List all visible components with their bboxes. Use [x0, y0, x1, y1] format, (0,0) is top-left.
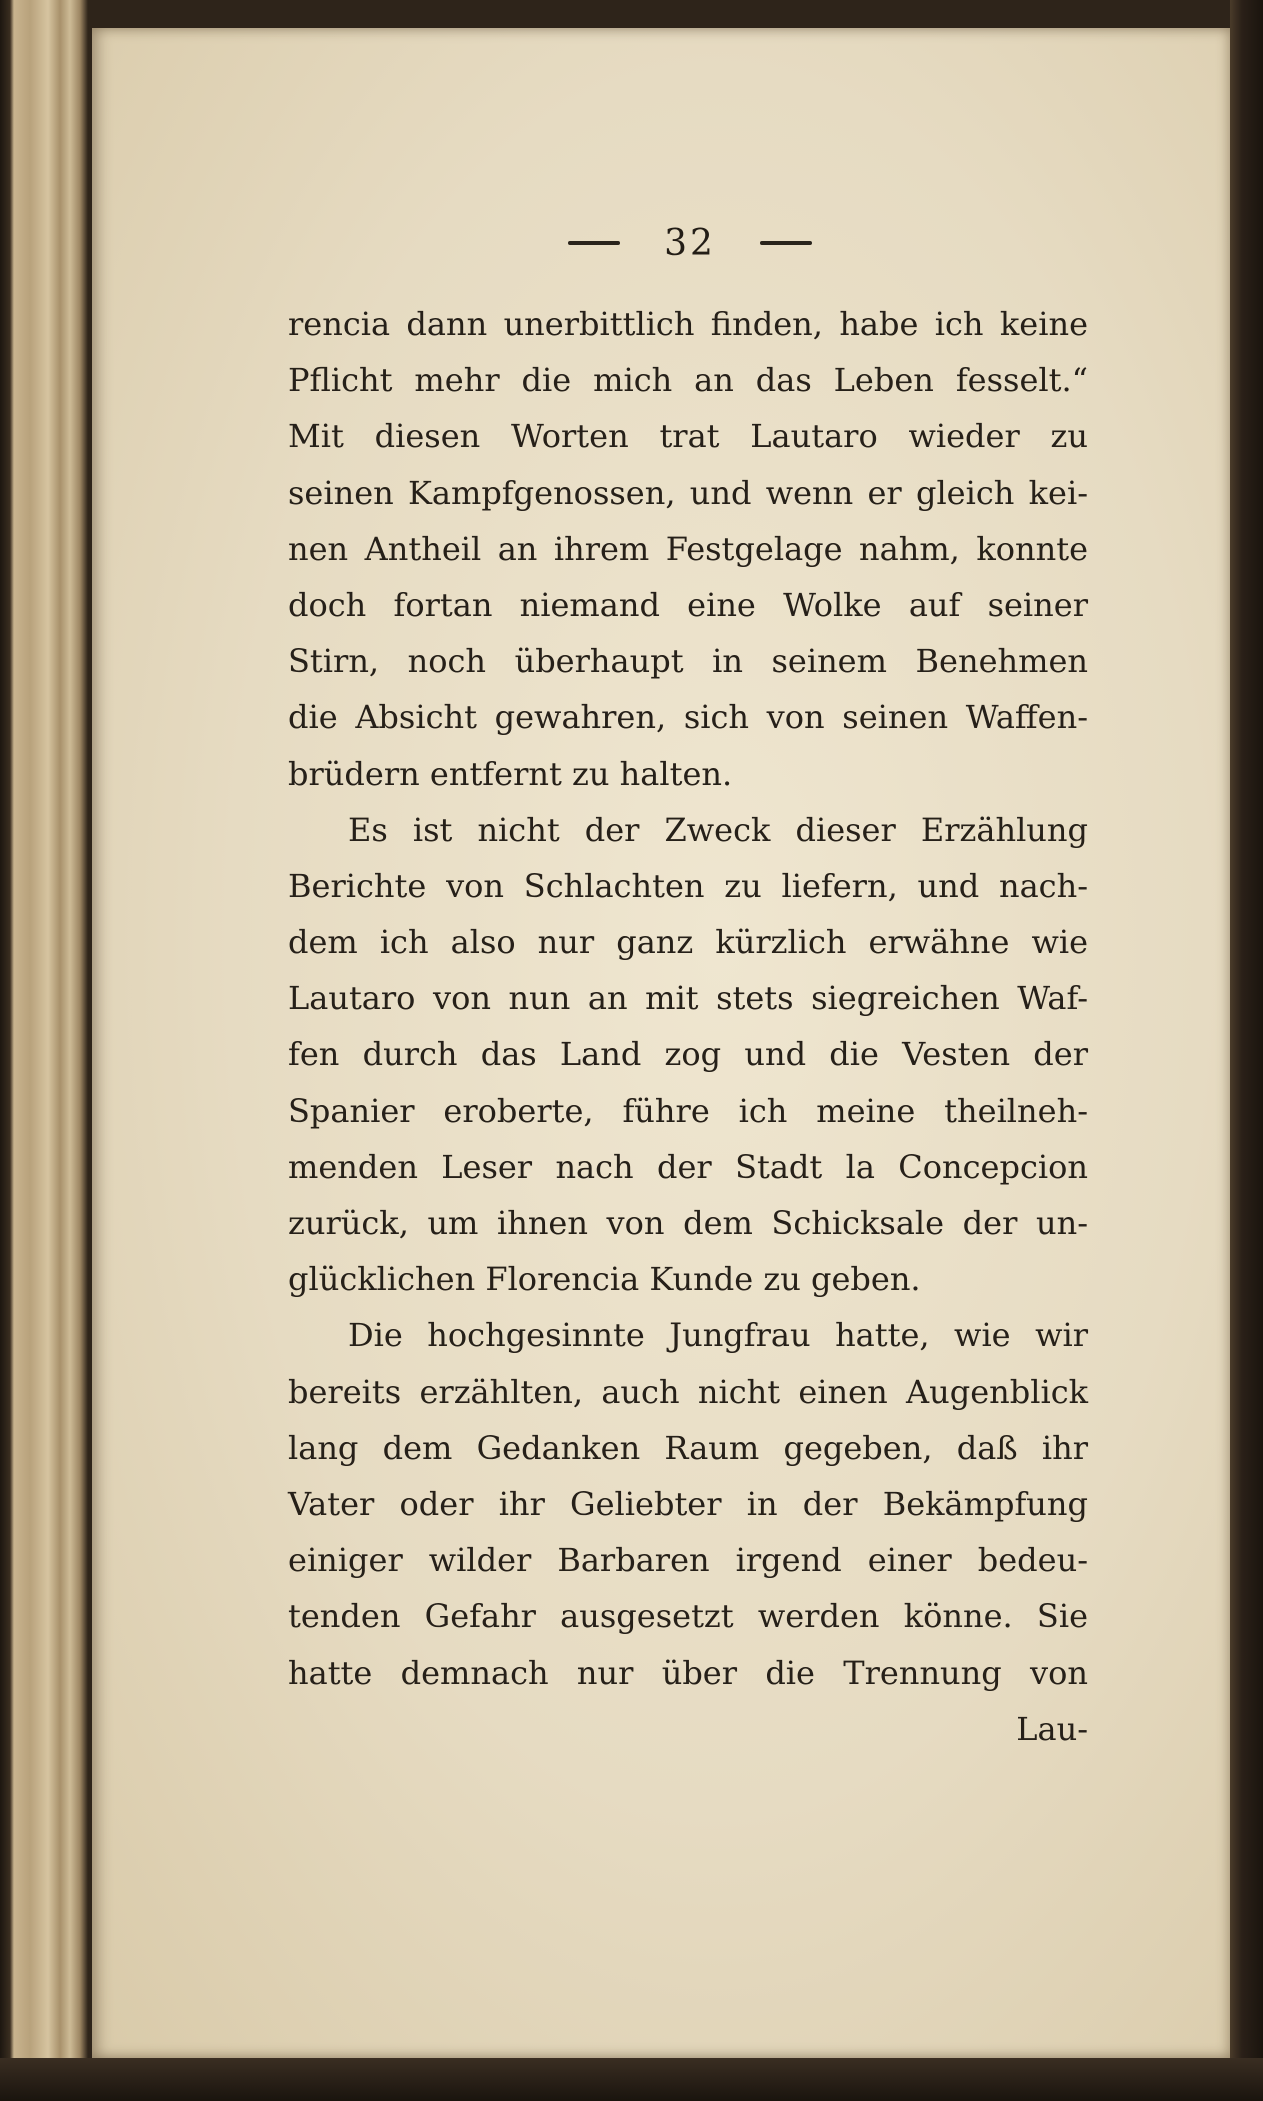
text-line: hatte demnach nur über die Trennung von	[288, 1653, 1088, 1692]
text-line: einiger wilder Barbaren irgend einer bedeu-	[288, 1541, 1088, 1580]
catchword: Lau-	[1016, 1709, 1088, 1748]
text-line: nen Antheil an ihrem Festgelage nahm, konnte	[288, 529, 1088, 568]
text-line: seinen Kampfgenossen, und wenn er gleich kei-	[288, 473, 1088, 512]
text-line: Lautaro von nun an mit stets siegreichen Waf-	[288, 979, 1088, 1018]
text-line: Die hochgesinnte Jungfrau hatte, wie wir	[348, 1316, 1088, 1355]
text-line: Berichte von Schlachten zu liefern, und nach-	[288, 866, 1088, 905]
text-line: zurück, um ihnen von dem Schicksale der un-	[288, 1204, 1088, 1242]
text-line: Pflicht mehr die mich an das Leben fesselt.“	[288, 361, 1088, 400]
text-line: bereits erzählten, auch nicht einen Augenblick	[288, 1372, 1088, 1411]
text-line: Mit diesen Worten trat Lautaro wieder zu	[288, 417, 1088, 456]
body-text	[288, 296, 1088, 1757]
text-line: menden Leser nach der Stadt la Concepcion	[288, 1147, 1088, 1186]
text-line: Es ist nicht der Zweck dieser Erzählung	[348, 810, 1088, 849]
text-line: rencia dann unerbittlich finden, habe ich keine	[288, 305, 1088, 343]
right-binding-shadow	[1230, 0, 1263, 2101]
text-line: Spanier eroberte, führe ich meine theilneh-	[288, 1091, 1088, 1130]
text-line: Stirn, noch überhaupt in seinem Benehmen	[288, 642, 1088, 681]
text-line: tenden Gefahr ausgesetzt werden könne. Sie	[288, 1597, 1088, 1636]
text-line: Vater oder ihr Geliebter in der Bekämpfung	[288, 1484, 1088, 1523]
page-number: 32	[664, 222, 716, 264]
text-line: glücklichen Florencia Kunde zu geben.	[288, 1260, 921, 1299]
bottom-shadow	[0, 2058, 1263, 2101]
text-line: dem ich also nur ganz kürzlich erwähne wie	[288, 923, 1088, 962]
text-line: doch fortan niemand eine Wolke auf seiner	[288, 585, 1088, 624]
text-line: brüdern entfernt zu halten.	[288, 754, 733, 793]
text-line: die Absicht gewahren, sich von seinen Waffen-	[288, 698, 1088, 737]
page-header	[550, 218, 830, 268]
header-dash-left	[568, 241, 620, 245]
header-dash-right	[760, 241, 812, 245]
text-line: fen durch das Land zog und die Vesten der	[288, 1035, 1088, 1074]
text-line: lang dem Gedanken Raum gegeben, daß ihr	[288, 1428, 1088, 1467]
